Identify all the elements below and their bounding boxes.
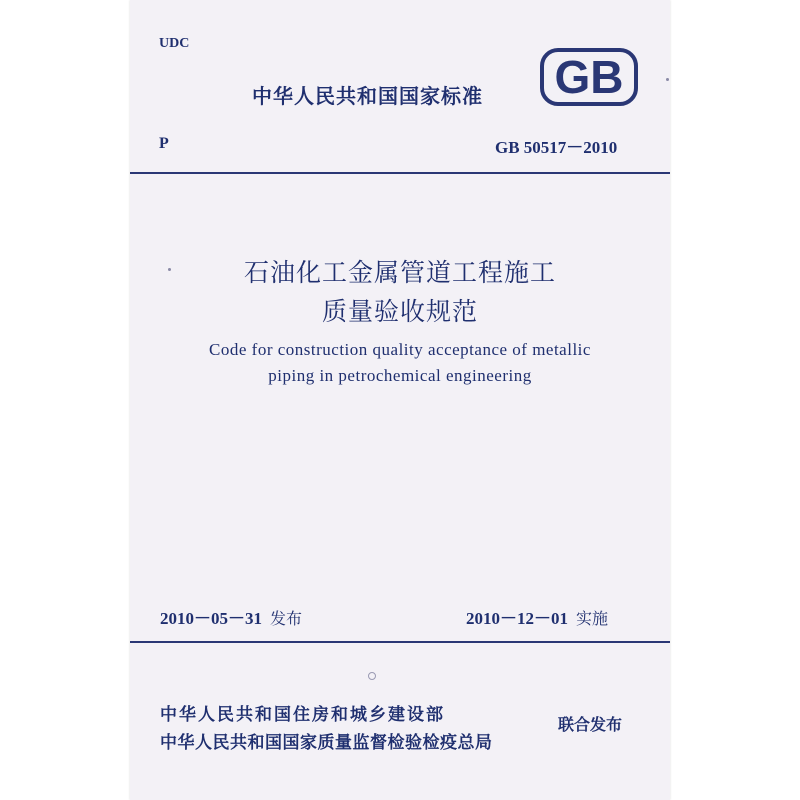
paper-speck (666, 78, 669, 81)
issuer-line1: 中华人民共和国住房和城乡建设部 (160, 705, 445, 725)
effective-date-block (466, 604, 608, 629)
issue-label: 发布 (270, 609, 303, 628)
gb-logo (540, 48, 638, 110)
title-cn-line2: 质量验收规范 (321, 297, 478, 326)
effective-date: 2010－12－01 (466, 609, 568, 628)
bottom-divider (130, 641, 670, 643)
issue-date-block (160, 604, 302, 629)
udc-label: UDC (159, 36, 190, 51)
effective-label: 实施 (576, 609, 609, 628)
cover-page (130, 0, 670, 800)
title-cn-line1: 石油化工金属管道工程施工 (243, 258, 556, 287)
issue-date: 2010－05－31 (160, 609, 262, 628)
standard-number: GB 50517－2010 (495, 138, 618, 157)
paper-speck (168, 268, 171, 271)
joint-release-label: 联合发布 (558, 715, 623, 734)
gb-logo-text: GB (554, 51, 624, 103)
issuer-line2: 中华人民共和国国家质量监督检验检疫总局 (160, 733, 493, 753)
national-standard-heading: 中华人民共和国国家标准 (252, 84, 483, 108)
title-en-line2: piping in petrochemical engineering (268, 366, 532, 385)
top-divider (130, 172, 670, 174)
classification-code: P (159, 135, 169, 152)
paper-speck (368, 672, 376, 680)
title-en-line1: Code for construction quality acceptance of metallic (209, 340, 591, 359)
